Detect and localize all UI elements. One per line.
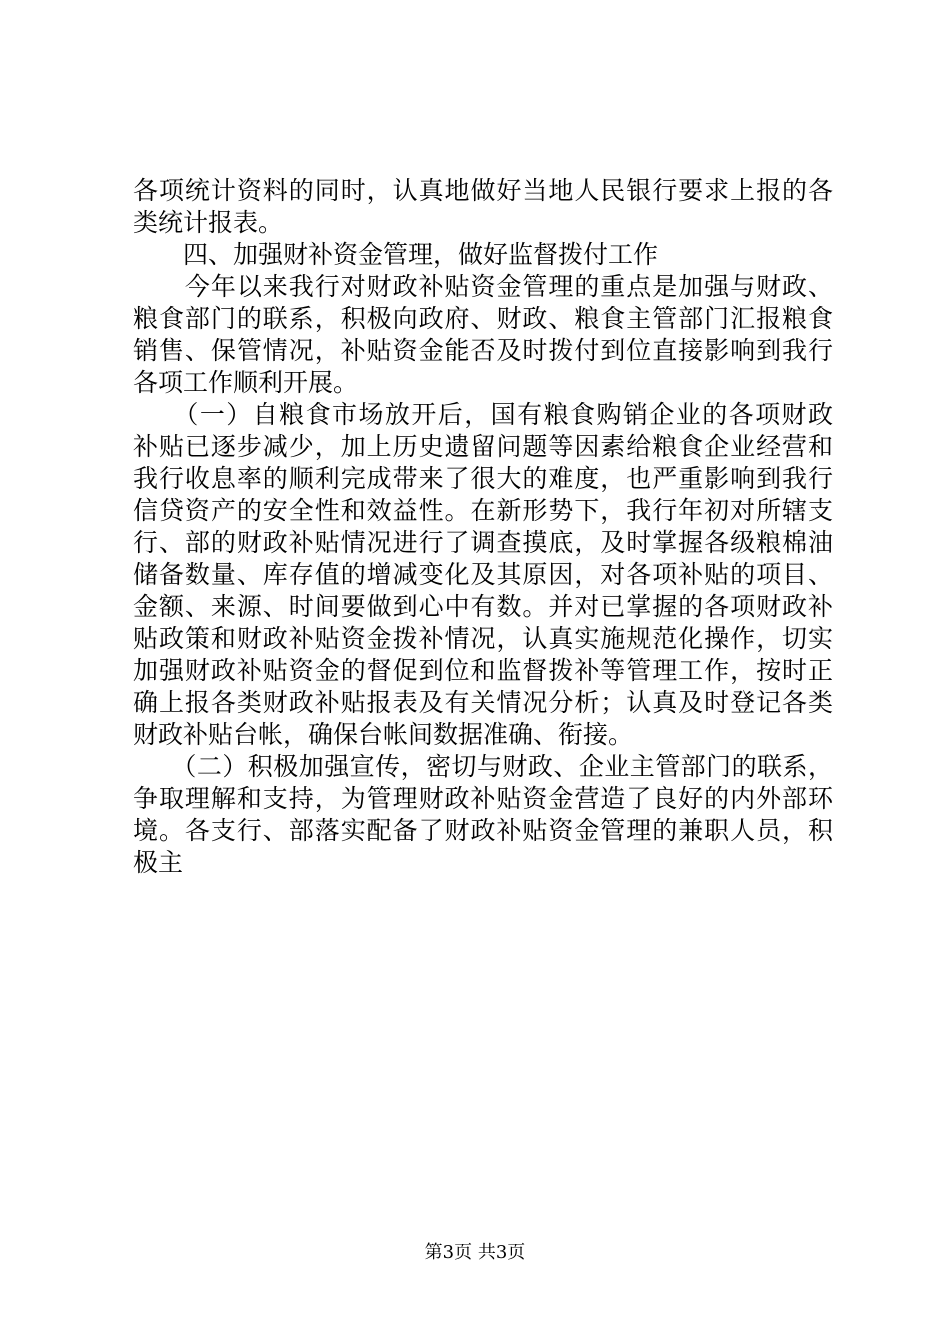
body-text-line: 各项统计资料的同时，认真地做好当地人民银行要求上报的各	[133, 176, 833, 205]
page-footer: 第3页 共3页	[424, 1242, 526, 1263]
body-text-line: 加强财政补贴资金的督促到位和监督拨补等管理工作，按时正	[133, 656, 833, 685]
body-text-line: 确上报各类财政补贴报表及有关情况分析；认真及时登记各类	[133, 688, 833, 717]
body-text-line: （二）积极加强宣传，密切与财政、企业主管部门的联系，	[133, 752, 833, 781]
body-text-line: 今年以来我行对财政补贴资金管理的重点是加强与财政、	[133, 272, 833, 301]
body-text-line: 补贴已逐步减少，加上历史遗留问题等因素给粮食企业经营和	[133, 432, 833, 461]
body-text-line: 境。各支行、部落实配备了财政补贴资金管理的兼职人员，积	[133, 816, 833, 845]
section-heading: 四、加强财补资金管理，做好监督拨付工作	[133, 240, 659, 269]
body-text-line: （一）自粮食市场放开后，国有粮食购销企业的各项财政	[133, 400, 833, 429]
body-text-line: 销售、保管情况，补贴资金能否及时拨付到位直接影响到我行	[133, 336, 833, 365]
body-text-line: 财政补贴台帐，确保台帐间数据准确、衔接。	[133, 720, 634, 749]
body-text-line: 储备数量、库存值的增减变化及其原因，对各项补贴的项目、	[133, 560, 833, 589]
body-text-line: 各项工作顺利开展。	[133, 368, 359, 397]
body-text-line: 我行收息率的顺利完成带来了很大的难度，也严重影响到我行	[133, 464, 833, 493]
body-text-line: 行、部的财政补贴情况进行了调查摸底，及时掌握各级粮棉油	[133, 528, 833, 557]
body-text-line: 争取理解和支持，为管理财政补贴资金营造了良好的内外部环	[133, 784, 833, 813]
body-text-line: 粮食部门的联系，积极向政府、财政、粮食主管部门汇报粮食	[133, 304, 833, 333]
body-text-line: 极主	[133, 848, 184, 877]
body-text-line: 金额、来源、时间要做到心中有数。并对已掌握的各项财政补	[133, 592, 833, 621]
body-text-line: 信贷资产的安全性和效益性。在新形势下，我行年初对所辖支	[133, 496, 833, 525]
body-text-line: 类统计报表。	[133, 208, 284, 237]
body-text-line: 贴政策和财政补贴资金拨补情况，认真实施规范化操作，切实	[133, 624, 833, 653]
